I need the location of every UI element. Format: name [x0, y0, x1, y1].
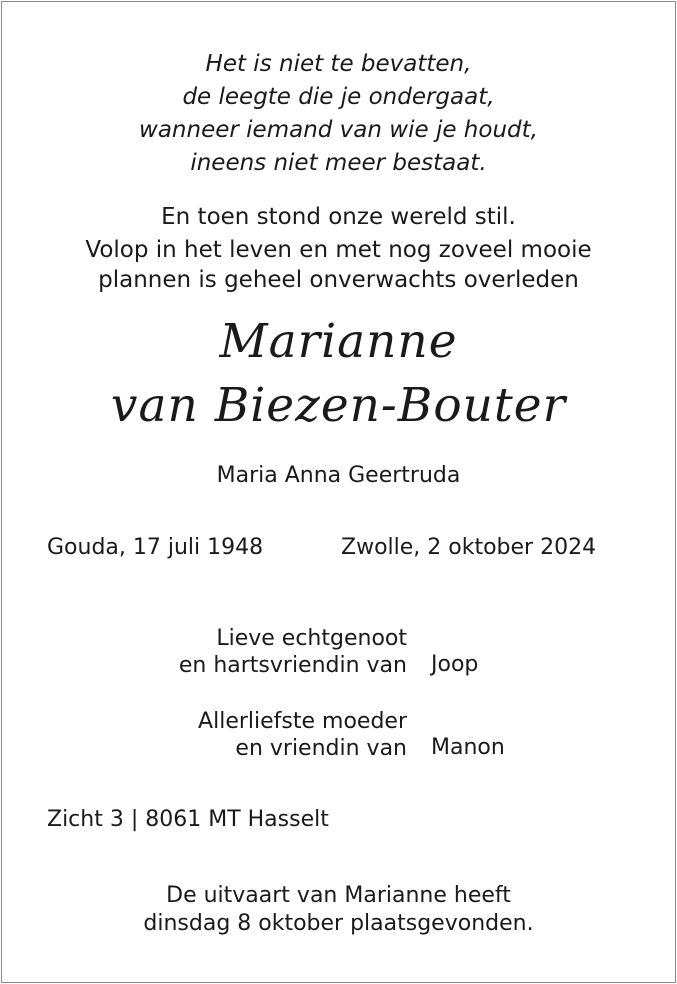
poem-line: ineens niet meer bestaat.	[190, 150, 487, 176]
obituary-card	[1, 1, 676, 983]
poem-line: wanneer iemand van wie je houdt,	[139, 117, 538, 143]
poem-line: Het is niet te bevatten,	[205, 51, 472, 77]
funeral-line: De uitvaart van Marianne heeft	[166, 883, 511, 908]
relation-block	[198, 708, 407, 762]
deceased-last-name: van Biezen-Bouter	[110, 378, 567, 433]
death-info: Zwolle, 2 oktober 2024	[341, 535, 597, 560]
given-names: Maria Anna Geertruda	[216, 463, 461, 488]
poem	[2, 48, 675, 180]
funeral-note	[2, 882, 675, 938]
intro-line: plannen is geheel onverwachts overleden	[98, 267, 579, 293]
funeral-line: dinsdag 8 oktober plaatsgevonden.	[143, 911, 534, 936]
intro-text	[2, 202, 675, 295]
relation-block	[179, 625, 407, 679]
poem-line: de leegte die je ondergaat,	[182, 84, 495, 110]
address: Zicht 3 | 8061 MT Hasselt	[47, 807, 329, 832]
relation-line: Lieve echtgenoot	[216, 626, 407, 651]
relation-name: Manon	[431, 735, 505, 760]
relation-line: en vriendin van	[235, 736, 407, 761]
relation-line: Allerliefste moeder	[198, 709, 407, 734]
relation-name: Joop	[431, 652, 479, 677]
intro-line: Volop in het leven en met nog zoveel mooie	[85, 237, 592, 263]
intro-line: En toen stond onze wereld stil.	[161, 204, 516, 230]
deceased-first-name: Marianne	[219, 314, 458, 369]
birth-info: Gouda, 17 juli 1948	[47, 535, 264, 560]
relation-line: en hartsvriendin van	[178, 653, 407, 678]
